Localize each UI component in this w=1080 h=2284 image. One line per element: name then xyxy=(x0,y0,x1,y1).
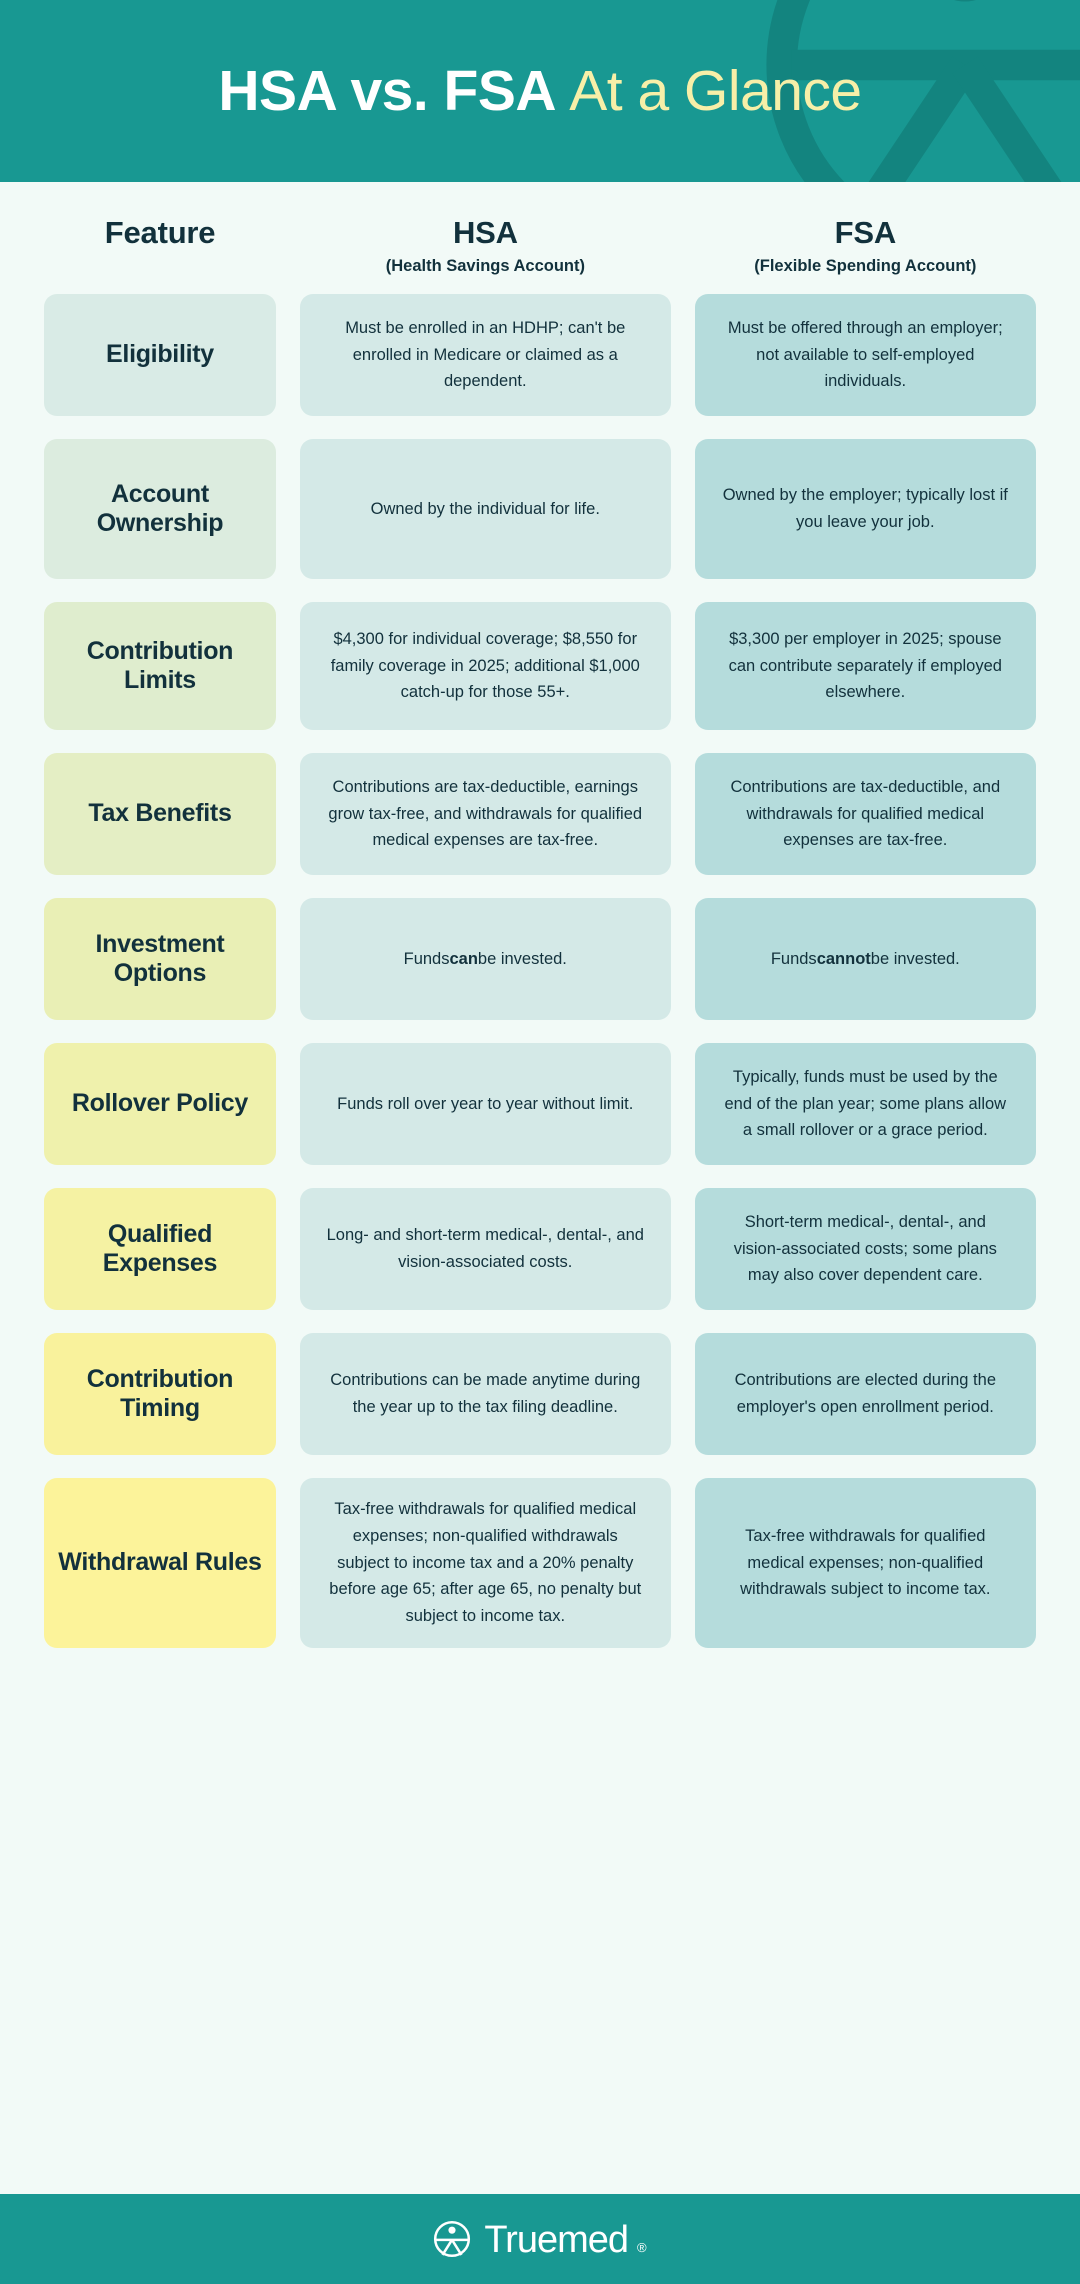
fsa-cell: Short-term medical-, dental-, and vision-associated costs; some plans may also cover dependent care. xyxy=(695,1188,1036,1310)
feature-cell: Contribution Timing xyxy=(44,1333,276,1455)
feature-cell: Tax Benefits xyxy=(44,753,276,875)
hsa-cell: Owned by the individual for life. xyxy=(300,439,671,579)
table-row xyxy=(44,1333,1036,1455)
feature-cell: Account Ownership xyxy=(44,439,276,579)
fsa-cell: Contributions are elected during the employer's open enrollment period. xyxy=(695,1333,1036,1455)
page-title-bold: HSA vs. FSA xyxy=(218,58,554,123)
hsa-cell: $4,300 for individual coverage; $8,550 for family coverage in 2025; additional $1,000 catch-up for those 55+. xyxy=(300,602,671,730)
table-row xyxy=(44,1188,1036,1310)
column-headers xyxy=(44,182,1036,294)
footer-trademark: ® xyxy=(637,2239,647,2255)
column-header-fsa-title: FSA xyxy=(834,215,897,250)
page-title-light: At a Glance xyxy=(569,58,862,123)
comparison-rows xyxy=(44,294,1036,1711)
truemed-logo-mark-icon xyxy=(431,2218,473,2260)
table-row xyxy=(44,602,1036,730)
table-row xyxy=(44,294,1036,416)
page-title xyxy=(218,58,862,123)
page-header xyxy=(0,0,1080,182)
feature-cell: Withdrawal Rules xyxy=(44,1478,276,1648)
fsa-cell: Must be offered through an employer; not available to self-employed individuals. xyxy=(695,294,1036,416)
table-row xyxy=(44,898,1036,1020)
feature-cell: Qualified Expenses xyxy=(44,1188,276,1310)
hsa-cell: Must be enrolled in an HDHP; can't be enrolled in Medicare or claimed as a dependent. xyxy=(300,294,671,416)
column-header-hsa xyxy=(300,216,671,276)
column-header-hsa-subtitle: (Health Savings Account) xyxy=(385,257,585,276)
hsa-cell: Long- and short-term medical-, dental-, and vision-associated costs. xyxy=(300,1188,671,1310)
column-header-feature xyxy=(44,216,276,276)
fsa-cell: Contributions are tax-deductible, and withdrawals for qualified medical expenses are tax-free. xyxy=(695,753,1036,875)
footer-brand-name: Truemed xyxy=(484,2219,629,2261)
hsa-cell: Funds can be invested. xyxy=(300,898,671,1020)
table-row xyxy=(44,439,1036,579)
page-footer xyxy=(0,2194,1080,2284)
hsa-cell: Contributions can be made anytime during the year up to the tax filing deadline. xyxy=(300,1333,671,1455)
table-row xyxy=(44,1478,1036,1648)
hsa-cell: Contributions are tax-deductible, earnings grow tax-free, and withdrawals for qualified medical expenses are tax-free. xyxy=(300,753,671,875)
table-row xyxy=(44,753,1036,875)
feature-cell: Investment Options xyxy=(44,898,276,1020)
feature-cell: Eligibility xyxy=(44,294,276,416)
column-header-fsa xyxy=(695,216,1036,276)
hsa-cell: Tax-free withdrawals for qualified medical expenses; non-qualified withdrawals subject to income tax and a 20% penalty before age 65; after age 65, no penalty but subject to income tax. xyxy=(300,1478,671,1648)
table-row xyxy=(44,1043,1036,1165)
column-header-fsa-subtitle: (Flexible Spending Account) xyxy=(754,257,977,276)
fsa-cell: Tax-free withdrawals for qualified medical expenses; non-qualified withdrawals subject to income tax. xyxy=(695,1478,1036,1648)
feature-cell: Rollover Policy xyxy=(44,1043,276,1165)
feature-cell: Contribution Limits xyxy=(44,602,276,730)
fsa-cell: $3,300 per employer in 2025; spouse can contribute separately if employed elsewhere. xyxy=(695,602,1036,730)
column-header-feature-title: Feature xyxy=(104,215,216,250)
column-header-hsa-title: HSA xyxy=(452,215,518,250)
fsa-cell: Owned by the employer; typically lost if you leave your job. xyxy=(695,439,1036,579)
comparison-sheet xyxy=(0,182,1080,1711)
hsa-cell: Funds roll over year to year without limit. xyxy=(300,1043,671,1165)
fsa-cell: Typically, funds must be used by the end of the plan year; some plans allow a small rollover or a grace period. xyxy=(695,1043,1036,1165)
fsa-cell: Funds cannot be invested. xyxy=(695,898,1036,1020)
